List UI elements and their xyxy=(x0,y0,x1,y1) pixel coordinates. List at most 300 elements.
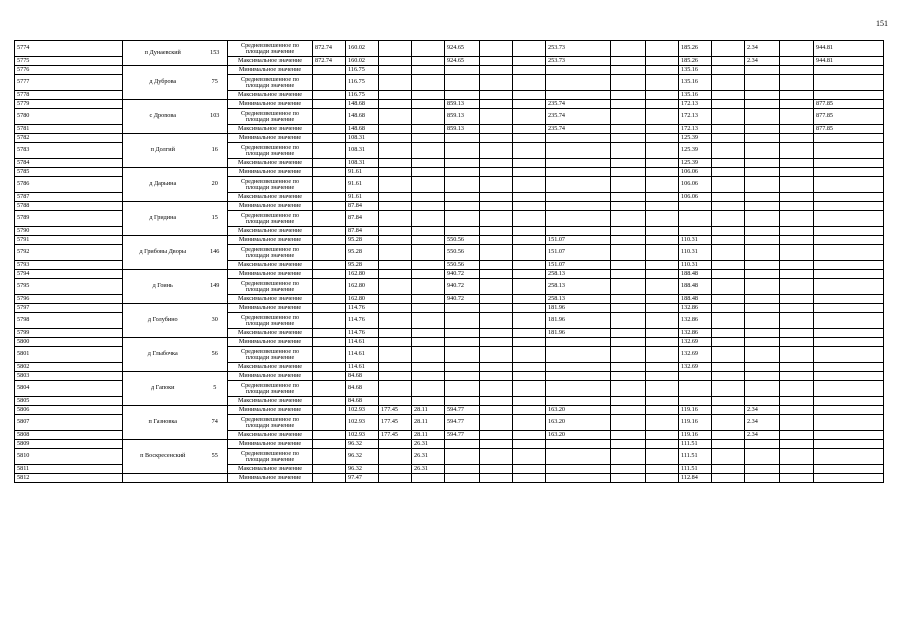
value-cell xyxy=(611,125,646,134)
value-cell: 87.84 xyxy=(346,202,379,211)
row-id-cell: 5809 xyxy=(15,440,123,449)
value-cell xyxy=(611,270,646,279)
value-cell: 125.39 xyxy=(679,159,712,168)
value-cell xyxy=(513,193,546,202)
value-cell xyxy=(780,295,814,304)
value-cell xyxy=(412,279,445,295)
value-cell: 119.16 xyxy=(679,406,712,415)
value-cell: 125.39 xyxy=(679,134,712,143)
value-cell xyxy=(513,109,546,125)
value-cell xyxy=(445,329,480,338)
value-cell xyxy=(480,245,513,261)
value-cell xyxy=(313,236,346,245)
value-cell xyxy=(379,270,412,279)
value-cell xyxy=(611,41,646,57)
value-cell: 188.48 xyxy=(679,270,712,279)
value-cell: 28.11 xyxy=(412,431,445,440)
value-type-cell: Минимальное значение xyxy=(228,236,313,245)
value-cell xyxy=(445,134,480,143)
value-cell xyxy=(379,313,412,329)
value-cell xyxy=(412,363,445,372)
value-cell xyxy=(646,168,679,177)
value-cell: 111.51 xyxy=(679,465,712,474)
value-cell xyxy=(445,449,480,465)
value-cell xyxy=(313,75,346,91)
value-cell xyxy=(712,227,745,236)
value-cell xyxy=(379,397,412,406)
row-id-cell: 5810 xyxy=(15,449,123,465)
value-cell xyxy=(546,193,611,202)
value-cell xyxy=(513,338,546,347)
value-cell: 163.20 xyxy=(546,415,611,431)
value-cell: 116.75 xyxy=(346,66,379,75)
value-cell xyxy=(412,202,445,211)
value-cell xyxy=(480,295,513,304)
value-type-cell: Максимальное значение xyxy=(228,261,313,270)
value-cell xyxy=(513,66,546,75)
value-cell: 162.80 xyxy=(346,270,379,279)
value-cell: 125.39 xyxy=(679,143,712,159)
value-cell: 258.13 xyxy=(546,279,611,295)
population-cell: 16 xyxy=(203,134,228,168)
value-cell xyxy=(513,91,546,100)
value-cell xyxy=(745,134,780,143)
value-cell xyxy=(814,295,884,304)
value-cell xyxy=(745,177,780,193)
settlement-name-cell: д Грибовы Дворы xyxy=(123,236,203,270)
value-cell xyxy=(712,431,745,440)
value-cell: 26.31 xyxy=(412,465,445,474)
value-cell: 594.77 xyxy=(445,415,480,431)
value-cell xyxy=(513,211,546,227)
value-cell: 87.84 xyxy=(346,211,379,227)
value-type-cell: Максимальное значение xyxy=(228,295,313,304)
value-cell xyxy=(379,465,412,474)
settlement-name-cell: п Дунаевский xyxy=(123,41,203,66)
value-cell xyxy=(611,75,646,91)
value-cell xyxy=(712,202,745,211)
row-id-cell: 5808 xyxy=(15,431,123,440)
value-cell xyxy=(480,372,513,381)
value-cell: 160.02 xyxy=(346,57,379,66)
row-id-cell: 5811 xyxy=(15,465,123,474)
value-cell xyxy=(814,415,884,431)
value-cell xyxy=(646,91,679,100)
value-cell xyxy=(780,363,814,372)
value-cell xyxy=(646,211,679,227)
value-cell xyxy=(611,415,646,431)
value-cell xyxy=(412,347,445,363)
value-cell xyxy=(712,381,745,397)
value-cell xyxy=(745,397,780,406)
value-cell xyxy=(445,91,480,100)
value-cell xyxy=(745,270,780,279)
value-cell: 132.86 xyxy=(679,329,712,338)
value-cell xyxy=(646,202,679,211)
value-cell xyxy=(814,261,884,270)
value-cell: 594.77 xyxy=(445,406,480,415)
row-id-cell: 5778 xyxy=(15,91,123,100)
value-cell xyxy=(513,431,546,440)
row-id-cell: 5780 xyxy=(15,109,123,125)
value-cell xyxy=(611,168,646,177)
value-cell xyxy=(379,134,412,143)
value-cell xyxy=(712,125,745,134)
value-cell xyxy=(646,193,679,202)
value-cell xyxy=(780,75,814,91)
value-cell xyxy=(412,41,445,57)
value-cell xyxy=(513,397,546,406)
value-cell xyxy=(379,57,412,66)
value-cell xyxy=(712,41,745,57)
settlement-values-table xyxy=(14,40,884,483)
value-type-cell: Минимальное значение xyxy=(228,270,313,279)
value-cell xyxy=(412,66,445,75)
value-cell xyxy=(712,304,745,313)
value-cell xyxy=(780,474,814,483)
population-cell: 146 xyxy=(203,236,228,270)
value-cell xyxy=(745,168,780,177)
settlement-name-cell: д Гридина xyxy=(123,202,203,236)
value-cell xyxy=(313,449,346,465)
value-cell: 95.28 xyxy=(346,261,379,270)
value-cell xyxy=(445,177,480,193)
value-cell xyxy=(646,465,679,474)
settlement-name-cell: д Голубино xyxy=(123,304,203,338)
value-cell: 26.31 xyxy=(412,440,445,449)
value-cell: 188.48 xyxy=(679,279,712,295)
table-row xyxy=(15,406,884,415)
value-cell xyxy=(646,227,679,236)
value-cell xyxy=(814,406,884,415)
value-cell: 106.06 xyxy=(679,193,712,202)
value-cell xyxy=(646,143,679,159)
value-cell xyxy=(480,168,513,177)
value-cell xyxy=(313,91,346,100)
value-cell xyxy=(745,236,780,245)
value-cell: 108.31 xyxy=(346,143,379,159)
value-cell xyxy=(646,177,679,193)
value-cell xyxy=(546,363,611,372)
value-cell xyxy=(679,202,712,211)
value-type-cell: Средневзвешенное по площади значение xyxy=(228,279,313,295)
value-cell: 84.68 xyxy=(346,397,379,406)
value-cell xyxy=(814,193,884,202)
page-number: 151 xyxy=(876,19,888,28)
value-cell xyxy=(814,474,884,483)
value-cell xyxy=(480,474,513,483)
value-cell xyxy=(379,100,412,109)
value-cell xyxy=(646,134,679,143)
value-cell: 940.72 xyxy=(445,279,480,295)
row-id-cell: 5793 xyxy=(15,261,123,270)
value-cell xyxy=(611,295,646,304)
value-cell xyxy=(513,279,546,295)
value-cell xyxy=(445,397,480,406)
value-type-cell: Средневзвешенное по площади значение xyxy=(228,381,313,397)
row-id-cell: 5801 xyxy=(15,347,123,363)
value-cell xyxy=(780,143,814,159)
value-type-cell: Минимальное значение xyxy=(228,440,313,449)
value-cell xyxy=(513,41,546,57)
value-cell xyxy=(745,91,780,100)
value-cell: 163.20 xyxy=(546,431,611,440)
value-cell xyxy=(712,100,745,109)
value-cell xyxy=(611,57,646,66)
value-cell xyxy=(513,313,546,329)
value-cell xyxy=(780,465,814,474)
value-type-cell: Максимальное значение xyxy=(228,91,313,100)
value-cell xyxy=(745,313,780,329)
value-cell xyxy=(313,474,346,483)
value-cell: 172.13 xyxy=(679,109,712,125)
value-cell xyxy=(814,431,884,440)
value-type-cell: Минимальное значение xyxy=(228,100,313,109)
value-cell xyxy=(480,91,513,100)
value-cell xyxy=(313,66,346,75)
value-cell: 2.34 xyxy=(745,41,780,57)
value-cell: 148.68 xyxy=(346,109,379,125)
value-cell xyxy=(611,397,646,406)
value-cell: 135.16 xyxy=(679,75,712,91)
value-type-cell: Максимальное значение xyxy=(228,431,313,440)
value-cell: 96.32 xyxy=(346,440,379,449)
value-cell xyxy=(412,91,445,100)
value-cell xyxy=(646,245,679,261)
value-cell: 258.13 xyxy=(546,270,611,279)
value-cell: 181.96 xyxy=(546,313,611,329)
value-cell xyxy=(646,295,679,304)
value-cell xyxy=(513,449,546,465)
value-cell xyxy=(313,397,346,406)
value-cell xyxy=(814,202,884,211)
value-cell xyxy=(379,338,412,347)
value-cell xyxy=(611,363,646,372)
value-cell: 112.84 xyxy=(679,474,712,483)
value-cell xyxy=(646,270,679,279)
value-cell xyxy=(513,363,546,372)
value-cell xyxy=(480,100,513,109)
value-cell: 95.28 xyxy=(346,245,379,261)
value-cell: 106.06 xyxy=(679,177,712,193)
table-row xyxy=(15,168,884,177)
value-cell: 114.61 xyxy=(346,363,379,372)
value-cell xyxy=(679,381,712,397)
value-type-cell: Максимальное значение xyxy=(228,57,313,66)
value-cell: 258.13 xyxy=(546,295,611,304)
value-cell xyxy=(480,159,513,168)
value-cell xyxy=(679,372,712,381)
value-cell xyxy=(480,381,513,397)
value-cell xyxy=(513,406,546,415)
value-cell xyxy=(780,125,814,134)
value-cell xyxy=(313,372,346,381)
value-cell xyxy=(814,270,884,279)
value-cell xyxy=(611,449,646,465)
value-cell xyxy=(445,202,480,211)
value-cell xyxy=(546,227,611,236)
value-cell: 114.61 xyxy=(346,338,379,347)
value-cell xyxy=(546,372,611,381)
value-cell xyxy=(814,313,884,329)
value-cell xyxy=(412,372,445,381)
value-cell xyxy=(412,227,445,236)
value-cell xyxy=(646,57,679,66)
value-type-cell: Средневзвешенное по площади значение xyxy=(228,415,313,431)
value-cell xyxy=(814,440,884,449)
value-cell xyxy=(513,372,546,381)
value-cell xyxy=(646,397,679,406)
value-cell: 148.68 xyxy=(346,125,379,134)
value-cell: 28.11 xyxy=(412,406,445,415)
value-cell: 84.68 xyxy=(346,381,379,397)
value-cell xyxy=(611,406,646,415)
value-cell xyxy=(712,279,745,295)
value-cell xyxy=(712,270,745,279)
value-cell xyxy=(814,465,884,474)
value-cell xyxy=(712,440,745,449)
value-cell: 26.31 xyxy=(412,449,445,465)
value-cell xyxy=(546,465,611,474)
table-row xyxy=(15,134,884,143)
value-cell xyxy=(412,109,445,125)
value-type-cell: Минимальное значение xyxy=(228,66,313,75)
value-cell xyxy=(313,406,346,415)
population-cell: 20 xyxy=(203,168,228,202)
value-cell xyxy=(480,338,513,347)
value-cell xyxy=(611,245,646,261)
value-cell xyxy=(745,66,780,75)
value-cell xyxy=(379,329,412,338)
value-cell xyxy=(712,193,745,202)
value-cell xyxy=(513,177,546,193)
value-cell xyxy=(313,134,346,143)
value-cell xyxy=(313,159,346,168)
value-cell xyxy=(814,211,884,227)
value-cell xyxy=(780,440,814,449)
value-cell xyxy=(780,66,814,75)
value-cell xyxy=(611,440,646,449)
value-cell xyxy=(814,304,884,313)
value-cell: 859.13 xyxy=(445,100,480,109)
value-cell: 944.81 xyxy=(814,57,884,66)
value-cell xyxy=(712,75,745,91)
value-cell xyxy=(814,338,884,347)
value-cell: 102.93 xyxy=(346,415,379,431)
value-type-cell: Максимальное значение xyxy=(228,329,313,338)
value-cell xyxy=(646,372,679,381)
value-cell xyxy=(611,109,646,125)
value-cell xyxy=(513,440,546,449)
value-cell xyxy=(780,245,814,261)
value-cell xyxy=(513,465,546,474)
value-cell xyxy=(780,261,814,270)
settlement-name-cell: д Глыбочка xyxy=(123,338,203,372)
value-cell xyxy=(646,304,679,313)
settlement-name-cell: д Гоинь xyxy=(123,270,203,304)
value-cell xyxy=(513,227,546,236)
value-cell: 872.74 xyxy=(313,41,346,57)
value-cell xyxy=(712,143,745,159)
row-id-cell: 5784 xyxy=(15,159,123,168)
value-cell xyxy=(445,381,480,397)
value-cell xyxy=(313,202,346,211)
value-cell xyxy=(679,227,712,236)
value-cell xyxy=(712,66,745,75)
value-cell xyxy=(745,279,780,295)
value-cell xyxy=(313,109,346,125)
value-cell xyxy=(412,193,445,202)
value-cell xyxy=(480,143,513,159)
value-cell xyxy=(611,159,646,168)
value-cell xyxy=(513,474,546,483)
row-id-cell: 5792 xyxy=(15,245,123,261)
table-row xyxy=(15,440,884,449)
value-cell xyxy=(379,177,412,193)
population-cell: 5 xyxy=(203,372,228,406)
value-type-cell: Максимальное значение xyxy=(228,363,313,372)
row-id-cell: 5805 xyxy=(15,397,123,406)
value-cell xyxy=(611,304,646,313)
population-cell: 74 xyxy=(203,406,228,440)
value-type-cell: Минимальное значение xyxy=(228,372,313,381)
value-cell: 132.86 xyxy=(679,304,712,313)
value-cell xyxy=(379,159,412,168)
value-cell xyxy=(712,295,745,304)
value-cell: 163.20 xyxy=(546,406,611,415)
value-cell xyxy=(412,329,445,338)
value-cell xyxy=(646,66,679,75)
row-id-cell: 5776 xyxy=(15,66,123,75)
value-cell xyxy=(780,100,814,109)
value-cell xyxy=(745,159,780,168)
value-cell: 185.26 xyxy=(679,57,712,66)
value-cell xyxy=(712,236,745,245)
value-cell xyxy=(780,381,814,397)
value-cell xyxy=(412,236,445,245)
value-cell: 110.31 xyxy=(679,236,712,245)
value-cell xyxy=(513,125,546,134)
row-id-cell: 5788 xyxy=(15,202,123,211)
value-cell xyxy=(480,313,513,329)
value-cell xyxy=(313,245,346,261)
value-cell xyxy=(313,211,346,227)
value-cell xyxy=(611,338,646,347)
value-cell xyxy=(480,347,513,363)
value-cell xyxy=(313,295,346,304)
settlement-name-cell: п Долгий xyxy=(123,134,203,168)
value-cell xyxy=(780,347,814,363)
value-cell xyxy=(412,134,445,143)
value-cell: 114.61 xyxy=(346,347,379,363)
table-row xyxy=(15,41,884,57)
value-cell xyxy=(646,236,679,245)
value-cell xyxy=(611,202,646,211)
value-cell: 2.34 xyxy=(745,431,780,440)
value-cell xyxy=(379,279,412,295)
value-cell xyxy=(814,236,884,245)
value-cell xyxy=(745,245,780,261)
value-cell xyxy=(313,261,346,270)
row-id-cell: 5774 xyxy=(15,41,123,57)
value-cell xyxy=(611,134,646,143)
value-type-cell: Максимальное значение xyxy=(228,159,313,168)
value-cell: 181.96 xyxy=(546,304,611,313)
row-id-cell: 5790 xyxy=(15,227,123,236)
row-id-cell: 5800 xyxy=(15,338,123,347)
value-cell: 97.47 xyxy=(346,474,379,483)
value-cell xyxy=(480,279,513,295)
